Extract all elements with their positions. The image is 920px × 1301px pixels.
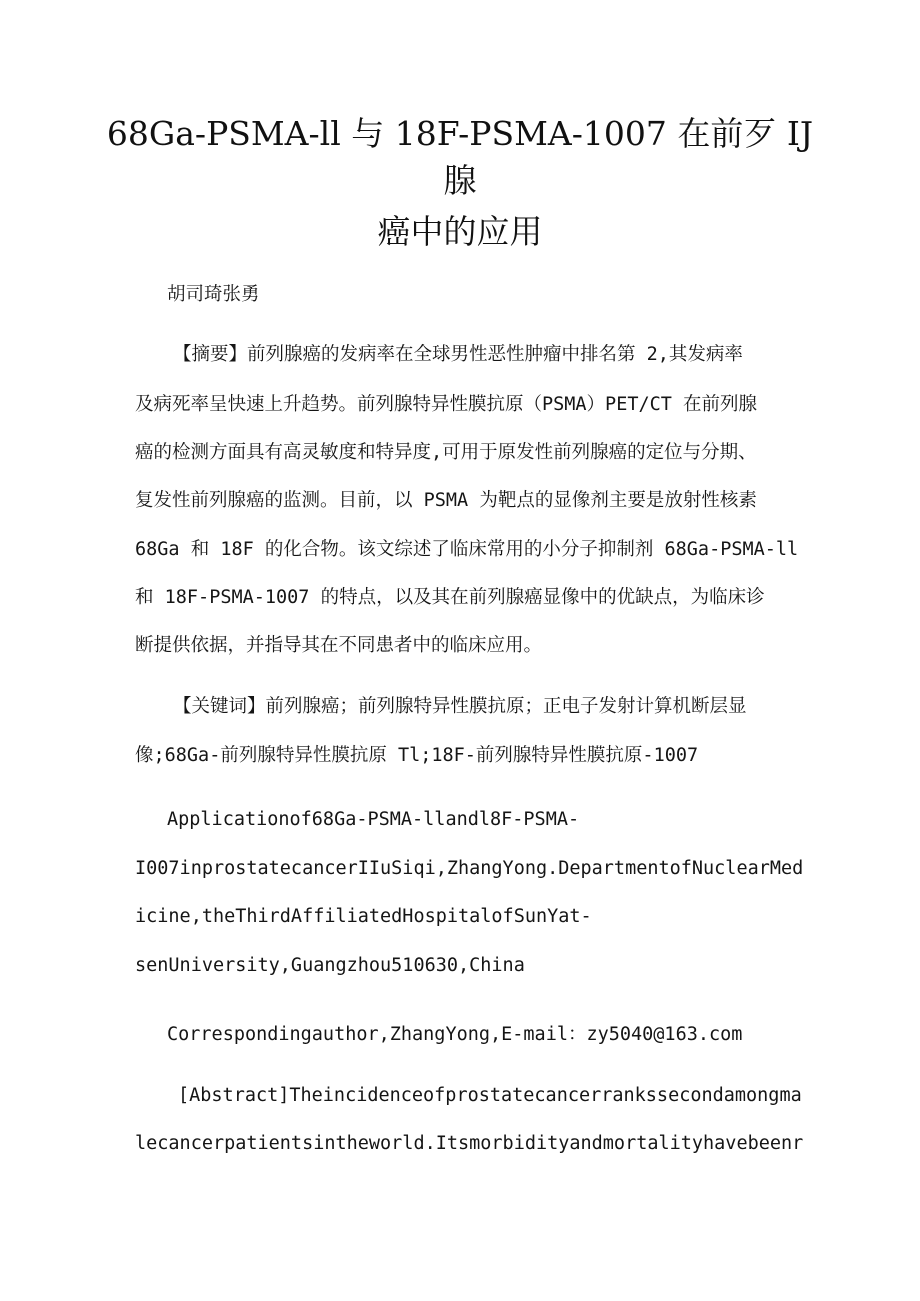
- abstract-cn-line: 断提供依据，并指导其在不同患者中的临床应用。: [135, 635, 543, 656]
- abstract-cn-line: 癌的检测方面具有高灵敏度和特异度,可用于原发性前列腺癌的定位与分期、: [135, 442, 757, 463]
- english-title-line: senUniversity,Guangzhou510630,China: [135, 955, 525, 976]
- abstract-cn-line: 及病死率呈快速上升趋势。前列腺特异性膜抗原（PSMA）PET/CT 在前列腺: [135, 394, 758, 415]
- abstract-cn-line: 68Ga 和 18F 的化合物。该文综述了临床常用的小分子抑制剂 68Ga-PSMA-ll: [135, 539, 799, 560]
- title-line-3: 癌中的应用: [377, 212, 543, 251]
- authors: 胡司琦张勇: [167, 284, 260, 305]
- abstract-en-line: lecancerpatientsintheworld.Itsmorbidityandmortalityhavebeenr: [135, 1133, 804, 1154]
- abstract-cn-line: 复发性前列腺癌的监测。目前，以 PSMA 为靶点的显像剂主要是放射性核素: [135, 490, 757, 511]
- title-line-1: 68Ga-PSMA-ll 与 18F-PSMA-1007 在前歹 IJ: [106, 114, 814, 153]
- keywords-cn-line: 【关键词】前列腺癌；前列腺特异性膜抗原；正电子发射计算机断层显: [173, 696, 747, 717]
- abstract-cn-line: 和 18F-PSMA-1007 的特点，以及其在前列腺癌显像中的优缺点，为临床诊: [135, 587, 765, 608]
- corresponding-author: Correspondingauthor,ZhangYong,E-mail：zy5040@163.com: [167, 1024, 743, 1045]
- title-line-2: 腺: [443, 161, 477, 200]
- english-title-line: icine,theThirdAffiliatedHospitalofSunYat-: [135, 906, 592, 927]
- abstract-cn-line: 【摘要】前列腺癌的发病率在全球男性恶性肿瘤中排名第 2,其发病率: [173, 344, 743, 365]
- abstract-en-line: [Abstract]Theincidenceofprostatecancerrankssecondamongma: [178, 1085, 802, 1106]
- english-title-line: Applicationof68Ga-PSMA-llandl8F-PSMA-: [167, 809, 580, 830]
- keywords-cn-line: 像;68Ga-前列腺特异性膜抗原 Tl;18F-前列腺特异性膜抗原-1007: [135, 745, 699, 766]
- english-title-line: I007inprostatecancerIIuSiqi,ZhangYong.DepartmentofNuclearMed: [135, 858, 804, 879]
